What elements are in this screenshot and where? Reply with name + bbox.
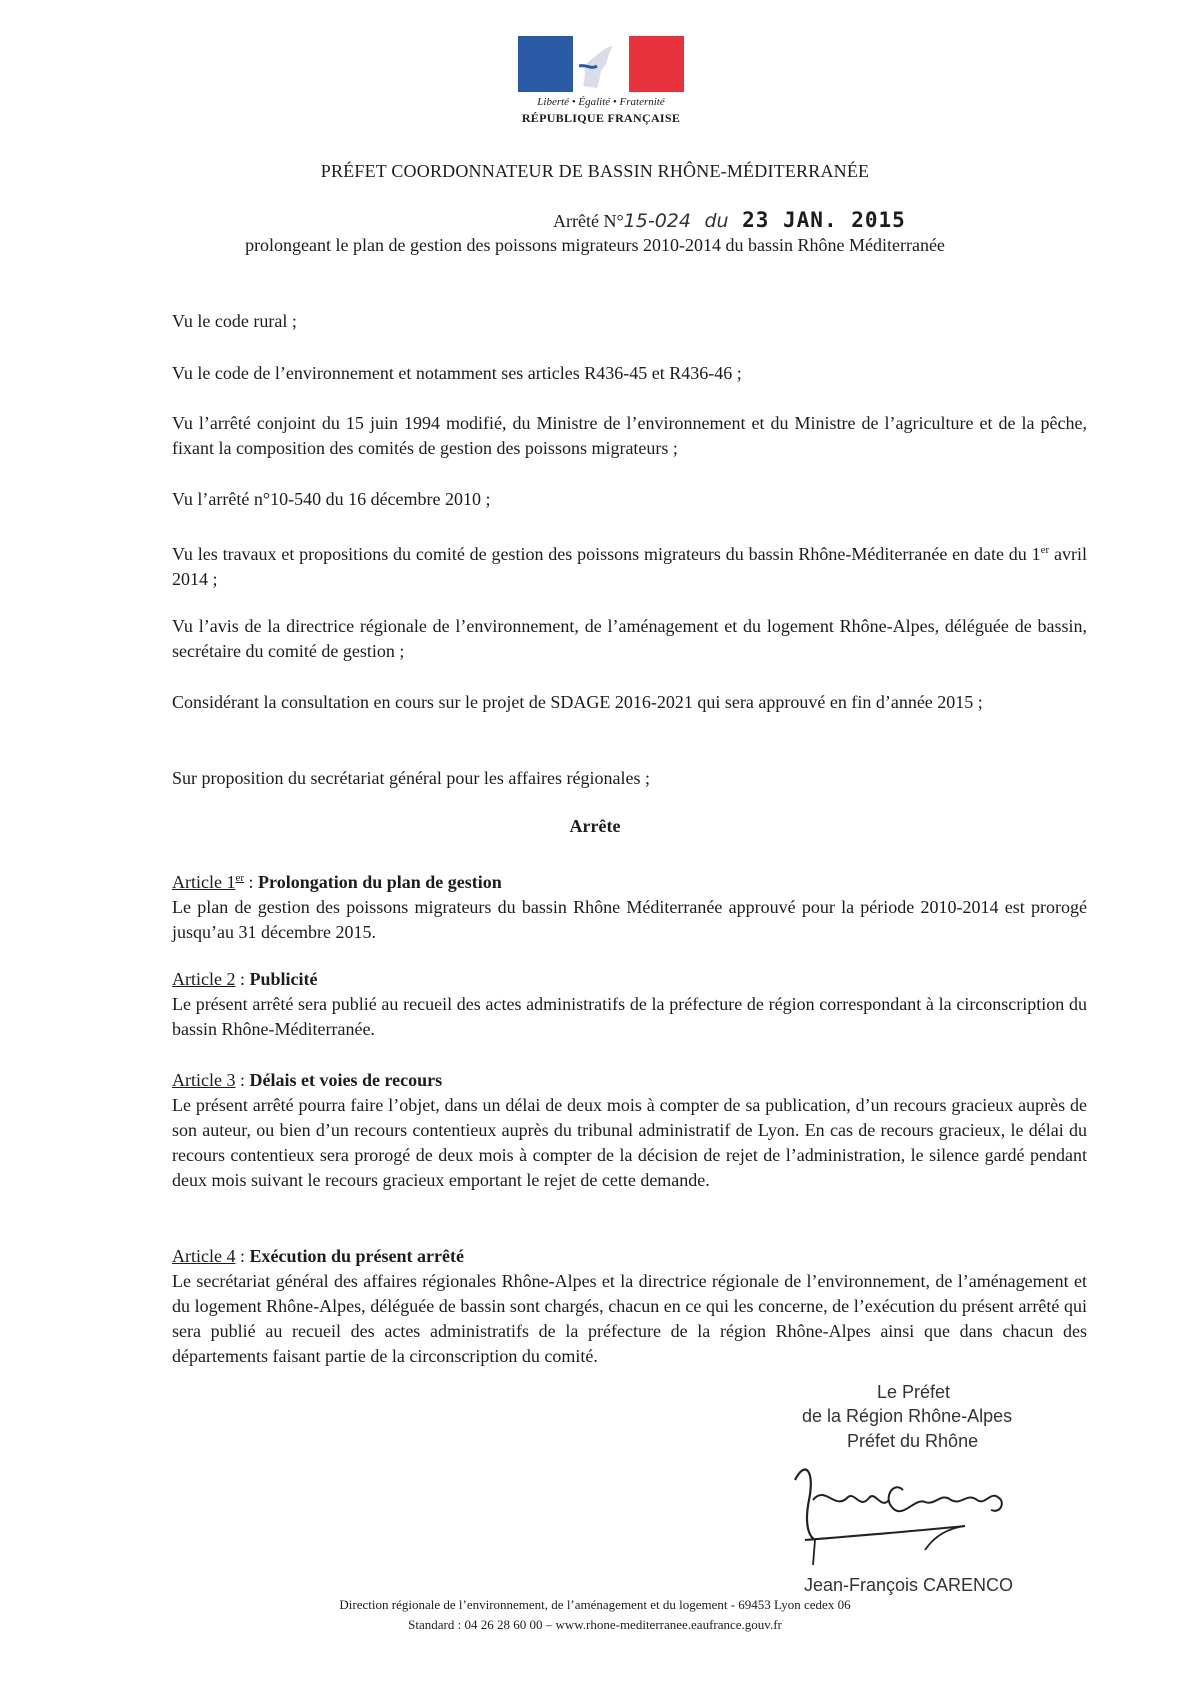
- article-3-heading: Article 3 : Délais et voies de recours: [172, 1070, 443, 1090]
- article-2-body: Le présent arrêté sera publié au recueil des actes administratifs de la préfecture de région correspondant à la circonscription du bassin Rhône-Méditerranée.: [172, 994, 1087, 1039]
- decree-number: [553, 208, 906, 232]
- decree-subtitle: prolongeant le plan de gestion des poissons migrateurs 2010-2014 du bassin Rhône Méditerranée: [245, 235, 945, 255]
- marianne-logo: [518, 36, 688, 126]
- article-3-body: Le présent arrêté pourra faire l’objet, dans un délai de deux mois à compter de sa publication, d’un recours gracieux auprès de son auteur, ou bien d’un recours contentieux auprès du tribunal administratif de Lyon. En cas de recours gracieux, le délai du recours contentieux sera prorogé de deux mois à compter de la décision de rejet de l’administration, le silence gardé pendant deux mois suivant le recours gracieux emportant le rejet de cette demande.: [172, 1095, 1087, 1190]
- date-stamp: 23 JAN. 2015: [742, 208, 906, 232]
- signatory-name: Jean-François CARENCO: [804, 1575, 1014, 1595]
- decree-label: Arrêté N°: [553, 211, 624, 231]
- footer-contact: Standard : 04 26 28 60 00 – www.rhone-mediterranee.eaufrance.gouv.fr: [408, 1617, 782, 1632]
- article-4-heading: Article 4 : Exécution du présent arrêté: [172, 1246, 464, 1266]
- consideration-6: Vu l’avis de la directrice régionale de l’environnement, de l’aménagement et du logement Rhône-Alpes, déléguée de bassin, secrétaire du comité de gestion ;: [172, 616, 1087, 661]
- article-2: [172, 967, 1087, 1042]
- prefect-title: PRÉFET COORDONNATEUR DE BASSIN RHÔNE-MÉDITERRANÉE: [320, 161, 870, 181]
- consideration-2: Vu le code de l’environnement et notamment ses articles R436-45 et R436-46 ;: [172, 363, 742, 383]
- article-1-heading: Article 1er : Prolongation du plan de gestion: [172, 872, 502, 892]
- decree-du-handwritten: du: [704, 210, 729, 232]
- consideration-8: Sur proposition du secrétariat général pour les affaires régionales ;: [172, 768, 651, 788]
- signature-line-2: de la Région Rhône-Alpes: [802, 1406, 1013, 1426]
- article-3: [172, 1068, 1087, 1193]
- article-1-body: Le plan de gestion des poissons migrateurs du bassin Rhône Méditerranée approuvé pour la période 2010-2014 est prorogé jusqu’au 31 décembre 2015.: [172, 897, 1087, 942]
- arrete-heading: Arrête: [569, 816, 621, 836]
- consideration-3: Vu l’arrêté conjoint du 15 juin 1994 modifié, du Ministre de l’environnement et du Ministre de l’agriculture et de la pêche, fixant la composition des comités de gestion des poissons migrateurs ;: [172, 413, 1087, 458]
- decree-number-handwritten: 15-024: [623, 210, 691, 232]
- republic-motto: Liberté • Égalité • Fraternité: [537, 96, 665, 108]
- consideration-7: Considérant la consultation en cours sur le projet de SDAGE 2016-2021 qui sera approuvé en fin d’année 2015 ;: [172, 692, 983, 712]
- footer-address: Direction régionale de l’environnement, de l’aménagement et du logement - 69453 Lyon cedex 06: [339, 1597, 851, 1612]
- article-2-heading: Article 2 : Publicité: [172, 969, 318, 989]
- signature-line-3: Préfet du Rhône: [847, 1431, 979, 1451]
- marianne-profile-icon: [573, 36, 629, 92]
- article-4-body: Le secrétariat général des affaires régionales Rhône-Alpes et la directrice régionale de l’environnement, de l’aménagement et du logement Rhône-Alpes, déléguée de bassin sont chargés, chacun en ce qui les concerne, de l’exécution du présent arrêté qui sera publié au recueil des actes administratifs de la préfecture de la région Rhône-Alpes ainsi que dans chacun des départements faisant partie de la circonscription du comité.: [172, 1271, 1087, 1366]
- consideration-4: Vu l’arrêté n°10-540 du 16 décembre 2010 ;: [172, 489, 491, 509]
- consideration-1: Vu le code rural ;: [172, 311, 297, 331]
- handwritten-signature: [785, 1440, 1045, 1570]
- consideration-5: Vu les travaux et propositions du comité de gestion des poissons migrateurs du bassin Rhône-Méditerranée en date du 1er avril 2014 ;: [172, 544, 1088, 589]
- article-4: [172, 1244, 1087, 1369]
- article-1: [172, 866, 1087, 945]
- tricolor-flag: [518, 36, 684, 92]
- signature-line-1: Le Préfet: [877, 1382, 951, 1402]
- republic-name: RÉPUBLIQUE FRANÇAISE: [521, 111, 681, 125]
